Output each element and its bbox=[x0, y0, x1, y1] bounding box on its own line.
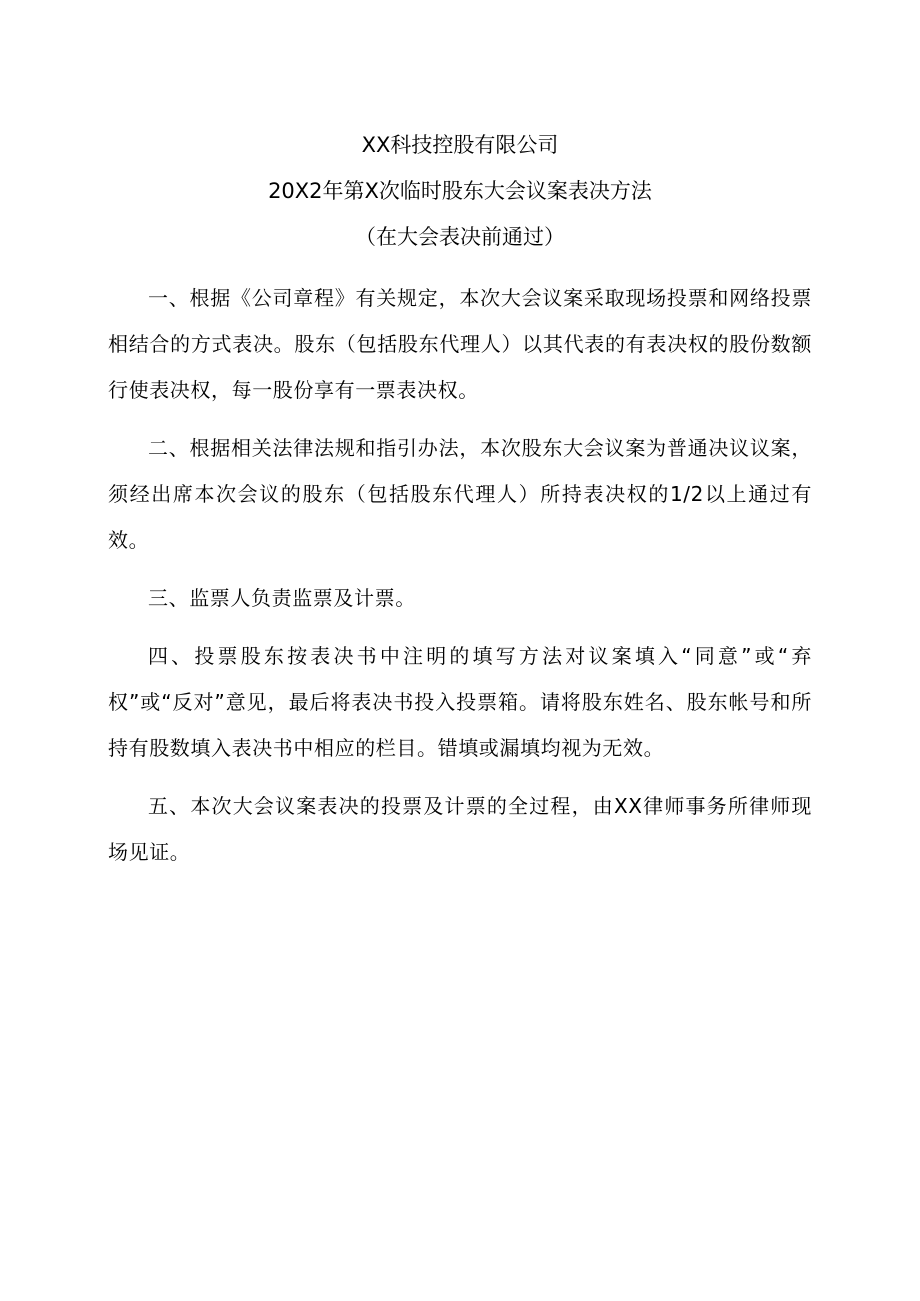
paragraph-legal-witness: 五、本次大会议案表决的投票及计票的全过程，由XX律师事务所律师现场见证。 bbox=[108, 794, 812, 864]
paragraph-ballot-instructions: 四、投票股东按表决书中注明的填写方法对议案填入“同意”或“弃权”或“反对”意见，最后将表决书投入投票箱。请将股东姓名、股东帐号和所持有股数填入表决书中相应的栏目。错填或漏填均视为无效。 bbox=[108, 644, 812, 760]
paragraph-vote-monitoring: 三、监票人负责监票及计票。 bbox=[148, 586, 416, 610]
paragraph-passing-threshold: 二、根据相关法律法规和指引办法，本次股东大会议案为普通决议议案，须经出席本次会议的股东（包括股东代理人）所持表决权的1/2以上通过有效。 bbox=[108, 436, 812, 552]
company-title: XX科技控股有限公司 bbox=[361, 133, 559, 157]
approval-note: （在大会表决前通过） bbox=[355, 225, 565, 249]
meeting-title: 20X2年第X次临时股东大会议案表决方法 bbox=[268, 179, 652, 203]
document-body bbox=[108, 275, 812, 887]
paragraph-voting-method: 一、根据《公司章程》有关规定，本次大会议案采取现场投票和网络投票相结合的方式表决。股东（包括股东代理人）以其代表的有表决权的股份数额行使表决权，每一股份享有一票表决权。 bbox=[108, 286, 812, 402]
title-block bbox=[0, 122, 920, 260]
